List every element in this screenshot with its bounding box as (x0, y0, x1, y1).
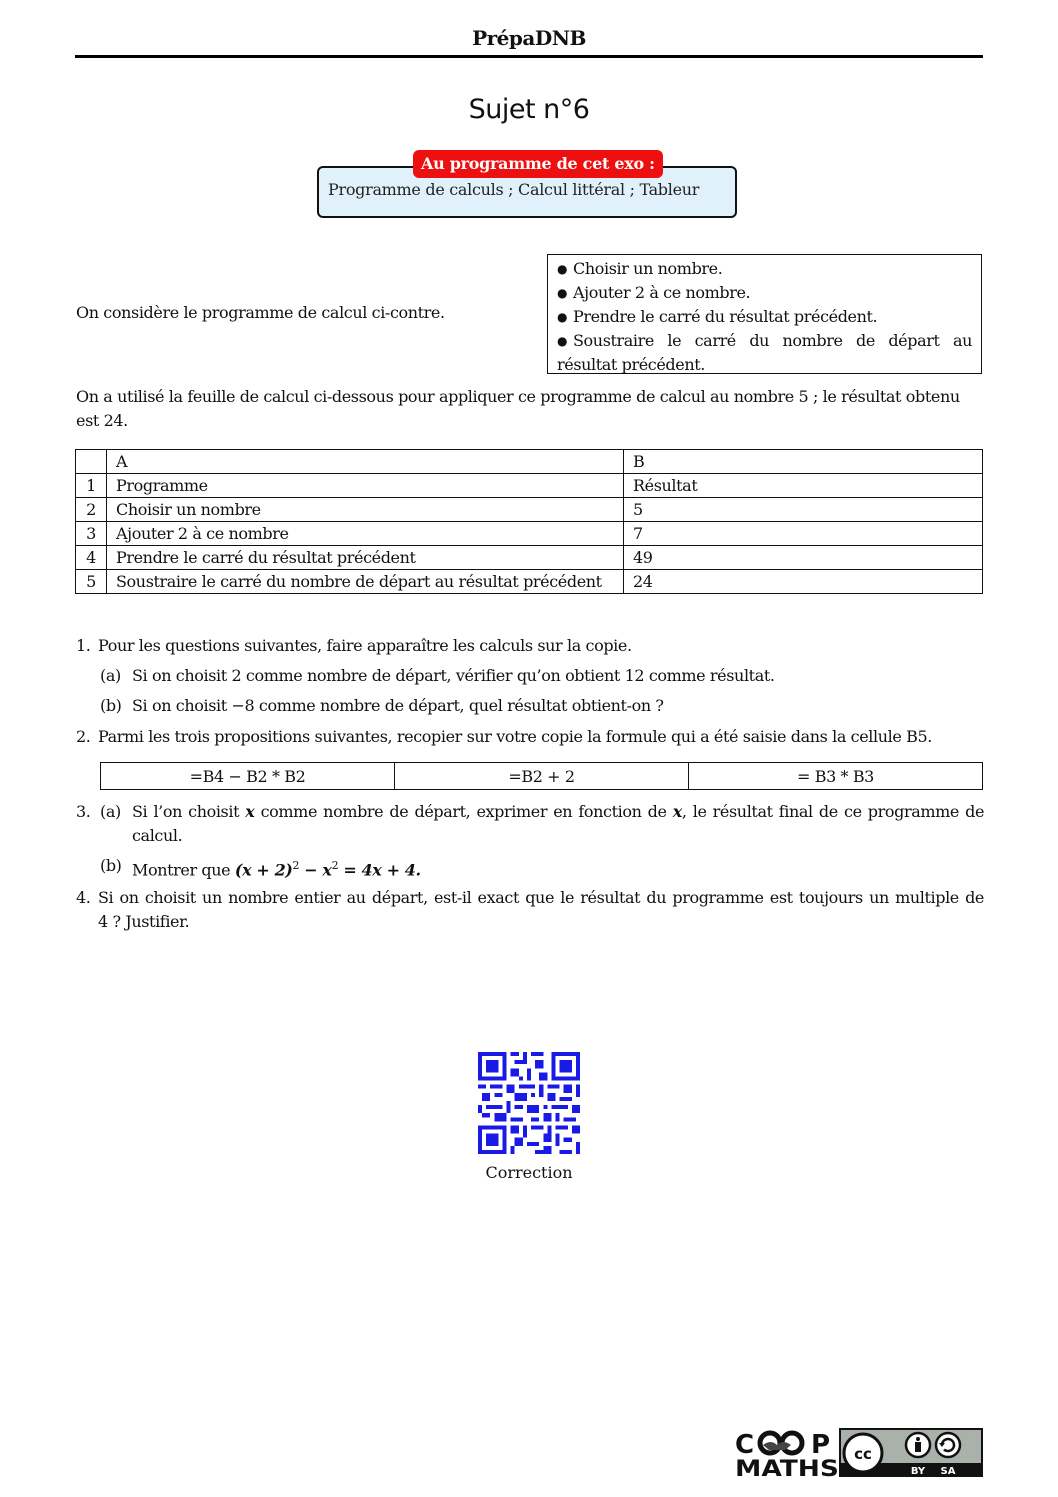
sub-text: Si l’on choisit x comme nombre de départ, exprimer en fonction de x, le résultat final de ce programme de (132, 802, 985, 821)
spreadsheet-intro: On a utilisé la feuille de calcul ci-dessous pour appliquer ce programme de calcul au nombre 5 ; le résultat obtenu est 24. (76, 387, 960, 430)
sub-text: Si on choisit 2 comme nombre de départ, vérifier qu’on obtient 12 comme résultat. (132, 666, 775, 685)
cc-icon (844, 1434, 882, 1472)
column-header-b: B (624, 450, 983, 474)
spreadsheet-table (75, 449, 983, 594)
formula: (x + 2) (234, 860, 293, 880)
program-steps-box (547, 254, 982, 374)
question-text-continued: 4 ? Justifier. (98, 912, 190, 931)
svg-text:C: C (735, 1430, 755, 1460)
cell-b: 5 (624, 498, 983, 522)
cell-a: Ajouter 2 à ce nombre (107, 522, 624, 546)
question-number: 1. (76, 636, 91, 655)
table-row (76, 474, 983, 498)
question-text: Parmi les trois propositions suivantes, recopier sur votre copie la formule qui a été saisie dans la cellule B5. (98, 727, 932, 746)
table-row (101, 763, 983, 790)
sub-label: (b) (100, 856, 122, 875)
intro-text: On considère le programme de calcul ci-contre. (76, 303, 445, 322)
qr-code-icon[interactable] (478, 1052, 580, 1154)
svg-text:MATHS: MATHS (735, 1457, 839, 1477)
cell-b: 24 (624, 570, 983, 594)
table-row (76, 570, 983, 594)
formula-option: =B4 − B2 * B2 (101, 763, 395, 790)
cell-b: Résultat (624, 474, 983, 498)
formula-option: = B3 * B3 (689, 763, 983, 790)
topics-text: Programme de calculs ; Calcul littéral ; Tableur (328, 180, 700, 199)
license-badge (735, 1428, 983, 1477)
corner-cell (76, 450, 107, 474)
row-number: 4 (76, 546, 107, 570)
formula-options-table (100, 762, 983, 790)
cell-a: Programme (107, 474, 624, 498)
row-number: 5 (76, 570, 107, 594)
formula-option: =B2 + 2 (395, 763, 689, 790)
sub-text: Si on choisit −8 comme nombre de départ, quel résultat obtient-on ? (132, 696, 664, 715)
bullet-icon: ● (557, 286, 568, 300)
question-text: Pour les questions suivantes, faire apparaître les calculs sur la copie. (98, 636, 632, 655)
header-title: PrépaDNB (472, 26, 586, 50)
sub-label: (a) (100, 802, 121, 821)
program-step: ● Ajouter 2 à ce nombre. (557, 281, 972, 305)
program-step-continued: résultat précédent. (557, 355, 705, 374)
row-number: 1 (76, 474, 107, 498)
topics-badge: Au programme de cet exo : (413, 150, 663, 178)
question-number: 4. (76, 888, 91, 907)
svg-text:SA: SA (940, 1466, 956, 1477)
table-row (76, 498, 983, 522)
sub-text: Montrer que $(x + 2)^2 - x^2 = 4x + 4$. (132, 859, 421, 880)
cell-a: Prendre le carré du résultat précédent (107, 546, 624, 570)
bullet-icon: ● (557, 310, 568, 324)
cell-b: 49 (624, 546, 983, 570)
table-row (76, 546, 983, 570)
question-number: 3. (76, 802, 91, 821)
program-step: ● Choisir un nombre. (557, 257, 972, 281)
page-title: Sujet n°6 (468, 94, 590, 125)
cell-a: Soustraire le carré du nombre de départ au résultat précédent (107, 570, 624, 594)
svg-text:BY: BY (910, 1466, 926, 1477)
question-text: Si on choisit un nombre entier au départ, est-il exact que le résultat du programme est toujours un multiple de (98, 888, 984, 907)
coopmaths-logo-icon (735, 1430, 839, 1477)
bullet-icon: ● (557, 334, 568, 348)
sub-label: (b) (100, 696, 122, 715)
column-header-a: A (107, 450, 624, 474)
sub-text-continued: calcul. (132, 826, 183, 845)
table-row (76, 522, 983, 546)
sub-label: (a) (100, 666, 121, 685)
table-header-row (76, 450, 983, 474)
program-step: ● Prendre le carré du résultat précédent. (557, 305, 972, 329)
program-step: ● Soustraire le carré du nombre de départ au (557, 329, 972, 353)
row-number: 3 (76, 522, 107, 546)
cell-b: 7 (624, 522, 983, 546)
cell-a: Choisir un nombre (107, 498, 624, 522)
svg-text:P: P (811, 1430, 831, 1460)
qr-correction-label: Correction (485, 1163, 573, 1182)
bullet-icon: ● (557, 262, 568, 276)
question-number: 2. (76, 727, 91, 746)
row-number: 2 (76, 498, 107, 522)
header-rule (75, 55, 983, 58)
svg-text:cc: cc (854, 1445, 872, 1463)
